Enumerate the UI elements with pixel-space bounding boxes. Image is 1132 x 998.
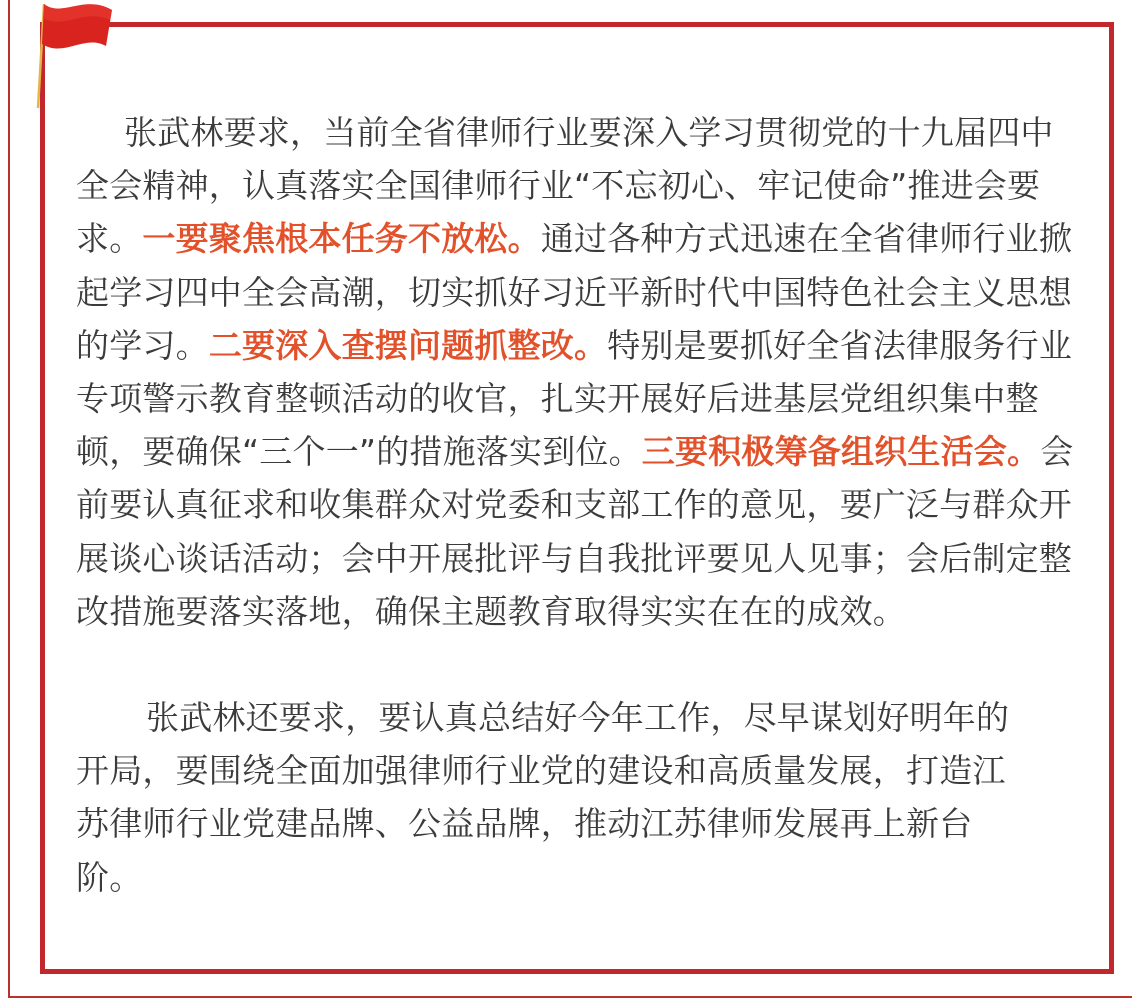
red-flag-icon: [34, 0, 114, 110]
paragraph-2-text: 张武林还要求，要认真总结好今年工作，尽早谋划好明年的开局，要围绕全面加强律师行业党的建设和高质量发展，打造江苏律师行业党建品牌、公益品牌，推动江苏律师发展再上新台阶。: [76, 698, 1010, 897]
highlight-task-1: 一要聚焦根本任务不放松。: [142, 219, 541, 259]
paragraph-1-text-3: 特别是要抓好全省法律服务行业专项警示教育整顿活动的收官，扎实开展好后进基层党组织集中整顿，要确保“三个一”的措施落实到位。: [76, 325, 1073, 472]
highlight-task-2: 二要深入查摆问题抓整改。: [208, 325, 608, 365]
outer-border-left: [8, 0, 10, 998]
paragraph-1-text-1: 张武林要求，当前全省律师行业要深入学习贯彻党的十九届四中全会精神，认真落实全国律师行业“不忘初心、牢记使命”推进会要求。: [76, 113, 1054, 259]
article-body: [76, 106, 1076, 904]
paragraph-1: [76, 106, 1076, 638]
paragraph-2: [76, 691, 1076, 904]
paragraph-1-text-2: 通过各种方式迅速在全省律师行业掀起学习四中全会高潮，切实抓好习近平新时代中国特色社会主义思想的学习。: [76, 219, 1073, 365]
highlight-task-3: 三要积极筹备组织生活会。: [641, 432, 1041, 472]
paragraph-1-text-4: 会前要认真征求和收集群众对党委和支部工作的意见，要广泛与群众开展谈心谈话活动；会中开展批评与自我批评要见人见事；会后制定整改措施要落实落地，确保主题教育取得实实在在的成效。: [76, 432, 1074, 631]
